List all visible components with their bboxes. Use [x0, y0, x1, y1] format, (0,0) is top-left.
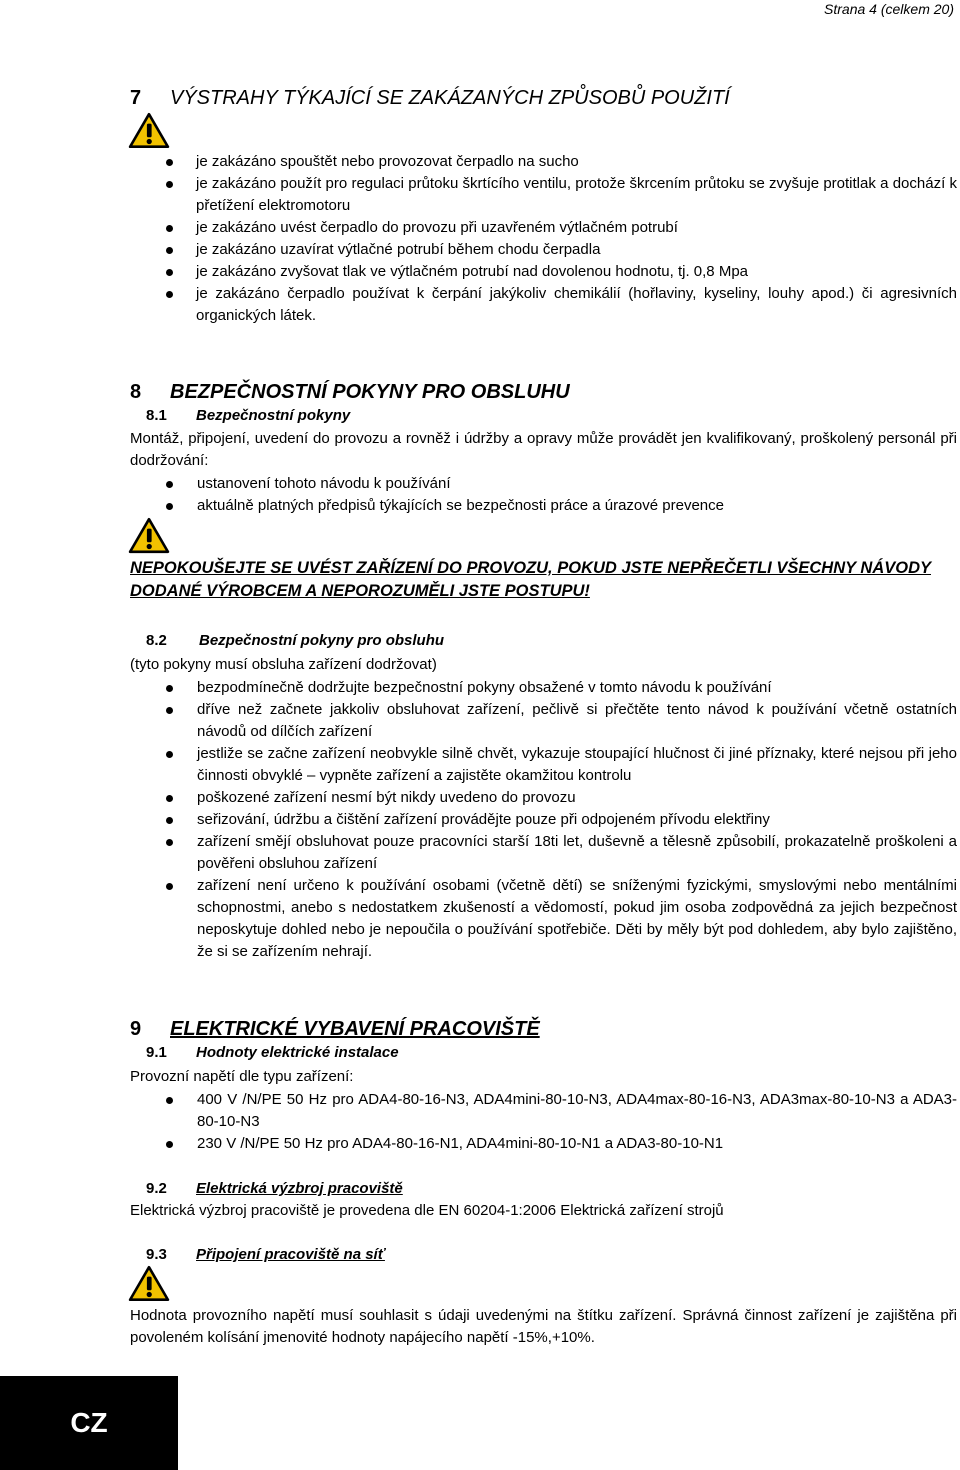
list-item: je zakázáno uvést čerpadlo do provozu při uzavřeném výtlačném potrubí	[130, 217, 957, 239]
list-item: 400 V /N/PE 50 Hz pro ADA4-80-16-N3, ADA4mini-80-10-N3, ADA4max-80-16-N3, ADA3max-80-10-N3 a ADA3-80-10-N3	[130, 1089, 957, 1133]
paragraph: (tyto pokyny musí obsluha zařízení dodržovat)	[130, 656, 437, 673]
page-number-header: Strana 4 (celkem 20)	[824, 1, 954, 17]
subsection-9-1-heading	[146, 1043, 399, 1063]
subsection-9-2-heading	[146, 1179, 403, 1199]
list-item: 230 V /N/PE 50 Hz pro ADA4-80-16-N1, ADA4mini-80-10-N1 a ADA3-80-10-N1	[130, 1133, 957, 1155]
subsection-8-1-body	[130, 428, 957, 517]
subsection-9-2-number: 9.2	[146, 1180, 167, 1197]
list-item: poškozené zařízení nesmí být nikdy uvedeno do provozu	[130, 787, 957, 809]
warning-notice	[130, 557, 957, 603]
subsection-8-2-heading	[146, 631, 444, 651]
list-item: je zakázáno použít pro regulaci průtoku škrtícího ventilu, protože škrcením průtoku se zvyšuje protitlak a dochází k přetížení elektromotoru	[130, 173, 957, 217]
warning-text: NEPOKOUŠEJTE SE UVÉST ZAŘÍZENÍ DO PROVOZU, POKUD JSTE NEPŘEČETLI VŠECHNY NÁVODY DODANÉ VÝROBCEM A NEPOROZUMĚLI JSTE POSTUPU!	[130, 559, 931, 600]
section-9-number: 9	[130, 1018, 142, 1040]
list-item: jestliže se začne zařízení neobvykle silně chvět, vykazuje stoupající hlučnost či jiné příznaky, které nejsou při jeho činnosti obvyklé – vypněte zařízení a zajistěte okamžitou kontrolu	[130, 743, 957, 787]
section-8-title: BEZPEČNOSTNÍ POKYNY PRO OBSLUHU	[170, 381, 570, 403]
list-item: je zakázáno spouštět nebo provozovat čerpadlo na sucho	[130, 151, 957, 173]
section-7-heading	[130, 85, 730, 111]
warning-triangle-icon	[128, 112, 170, 150]
subsection-9-1-title: Hodnoty elektrické instalace	[196, 1044, 399, 1061]
paragraph: Hodnota provozního napětí musí souhlasit s údaji uvedenými na štítku zařízení. Správná činnost zařízení je zajištěna při povoleném kolísání jmenovité hodnoty napájecího napětí -15%,+10%.	[130, 1307, 957, 1346]
paragraph: Elektrická výzbroj pracoviště je provedena dle EN 60204-1:2006 Elektrická zařízení strojů	[130, 1202, 724, 1219]
list-item: dříve než začnete jakkoliv obsluhovat zařízení, pečlivě si přečtěte tento návod k používání včetně ostatních návodů od dílčích zařízení	[130, 699, 957, 743]
paragraph: Montáž, připojení, uvedení do provozu a rovněž i údržby a opravy může provádět jen kvalifikovaný, proškolený personál při dodržování:	[130, 430, 957, 469]
subsection-8-1-number: 8.1	[146, 407, 167, 424]
warning-triangle-icon	[128, 517, 170, 555]
list-item: zařízení smějí obsluhovat pouze pracovníci starší 18ti let, duševně a tělesně způsobilí, prokazatelně proškoleni a pověřeni obsluhou zařízení	[130, 831, 957, 875]
section-8-heading	[130, 379, 570, 405]
list-item: bezpodmínečně dodržujte bezpečnostní pokyny obsažené v tomto návodu k používání	[130, 677, 957, 699]
section-7-list	[130, 151, 957, 327]
subsection-9-3-number: 9.3	[146, 1246, 167, 1263]
subsection-8-1-heading	[146, 406, 350, 426]
warning-triangle-icon	[128, 1265, 170, 1303]
list-item: je zakázáno uzavírat výtlačné potrubí během chodu čerpadla	[130, 239, 957, 261]
list-item: je zakázáno čerpadlo používat k čerpání jakýkoliv chemikálií (hořlaviny, kyseliny, louhy apod.) či agresivních organických látek.	[130, 283, 957, 327]
subsection-8-2-number: 8.2	[146, 632, 167, 649]
list-item: ustanovení tohoto návodu k používání	[130, 473, 957, 495]
subsection-8-2-body	[130, 654, 957, 963]
subsection-9-1-number: 9.1	[146, 1044, 167, 1061]
section-9-heading	[130, 1016, 540, 1042]
subsection-9-1-body	[130, 1066, 957, 1155]
paragraph: Provozní napětí dle typu zařízení:	[130, 1068, 354, 1085]
language-badge: CZ	[0, 1376, 178, 1470]
subsection-9-2-body	[130, 1200, 957, 1222]
list-item: aktuálně platných předpisů týkajících se bezpečnosti práce a úrazové prevence	[130, 495, 957, 517]
subsection-9-3-heading	[146, 1245, 385, 1265]
list-item: seřizování, údržbu a čištění zařízení provádějte pouze při odpojeném přívodu elektřiny	[130, 809, 957, 831]
list-item: zařízení není určeno k používání osobami (včetně dětí) se sníženými fyzickými, smyslovými nebo mentálními schopnostmi, anebo s nedostatkem zkušeností a vědomostí, pokud jim osoba zodpovědná za jejich bezpečnost neposkytuje dohled nebo je nepoučila o používání spotřebiče. Děti by měly být pod dohledem, aby bylo zajištěno, že si se zařízením nehrají.	[130, 875, 957, 963]
subsection-8-1-title: Bezpečnostní pokyny	[196, 407, 351, 424]
list-item: je zakázáno zvyšovat tlak ve výtlačném potrubí nad dovolenou hodnotu, tj. 0,8 Mpa	[130, 261, 957, 283]
section-7-number: 7	[130, 87, 142, 109]
subsection-9-3-body	[130, 1305, 957, 1349]
subsection-9-2-title: Elektrická výzbroj pracoviště	[196, 1180, 403, 1197]
subsection-8-2-title: Bezpečnostní pokyny pro obsluhu	[199, 632, 445, 649]
section-8-number: 8	[130, 381, 142, 403]
section-7-title: VÝSTRAHY TÝKAJÍCÍ SE ZAKÁZANÝCH ZPŮSOBŮ POUŽITÍ	[170, 87, 730, 109]
section-9-title: ELEKTRICKÉ VYBAVENÍ PRACOVIŠTĚ	[170, 1018, 540, 1040]
subsection-9-3-title: Připojení pracoviště na síť	[196, 1246, 385, 1263]
